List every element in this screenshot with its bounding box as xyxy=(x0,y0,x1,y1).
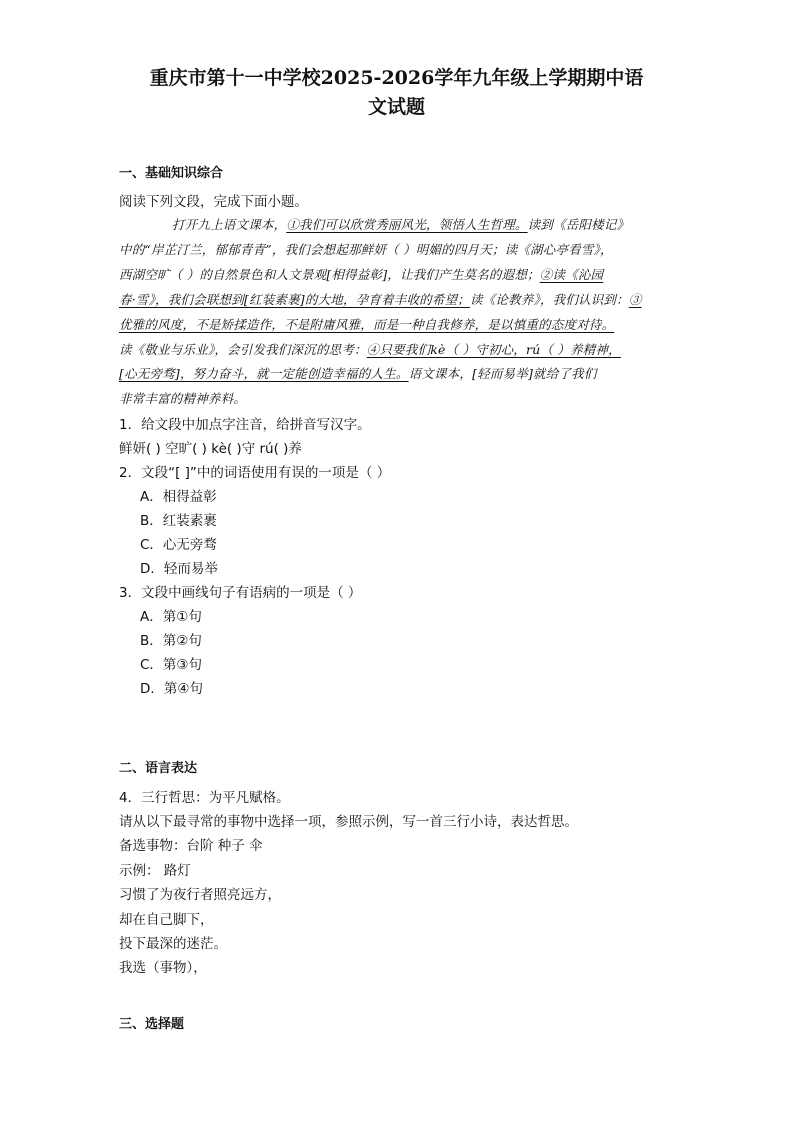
section-heading-language: 二、语言表达 xyxy=(119,761,198,776)
question-4-instruction: 请从以下最寻常的事物中选择一项，参照示例，写一首三行小诗，表达哲思。 xyxy=(119,814,578,830)
question-2-option-b[interactable]: B．红装素裹 xyxy=(140,513,217,529)
question-2-option-a[interactable]: A．相得益彰 xyxy=(140,489,217,505)
answer-prompt: 我选（事物）， xyxy=(119,960,207,976)
passage-line-7: [心无旁骛]，努力奋斗，就一定能创造幸福的人生。语文课本，[轻而易举]就给了我们 xyxy=(119,366,597,381)
poem-line-1: 习惯了为夜行者照亮远方， xyxy=(119,887,281,903)
question-2-option-c[interactable]: C．心无旁骛 xyxy=(140,537,217,553)
example-label: 示例： 路灯 xyxy=(119,863,191,879)
underlined-sentence-2-cont: 春·雪》，我们会联想到[红装素裹]的大地，孕育着丰收的希望； xyxy=(119,292,470,307)
question-1-blanks: 鲜妍( ) 空旷( ) kè( )守 rú( )养 xyxy=(119,441,302,457)
passage-line-8: 非常丰富的精神养料。 xyxy=(119,391,247,406)
passage-line-1: 打开九上语文课本，①我们可以欣赏秀丽风光，领悟人生哲理。读到《岳阳楼记》 xyxy=(172,217,630,232)
question-3-option-b[interactable]: B．第②句 xyxy=(140,633,202,649)
poem-line-3: 投下最深的迷茫。 xyxy=(119,936,227,952)
poem-line-2: 却在自己脚下， xyxy=(119,912,214,928)
underlined-sentence-1: ①我们可以欣赏秀丽风光，领悟人生哲理。 xyxy=(286,217,528,232)
question-3-option-a[interactable]: A．第①句 xyxy=(140,609,202,625)
question-3-stem: 3．文段中画线句子有语病的一项是（ ） xyxy=(119,585,362,601)
candidate-items: 备选事物：台阶 种子 伞 xyxy=(119,838,263,854)
section-heading-basics: 一、基础知识综合 xyxy=(119,166,224,181)
question-2-option-d[interactable]: D．轻而易举 xyxy=(140,561,218,577)
underlined-sentence-4-cont: [心无旁骛]，努力奋斗，就一定能创造幸福的人生。 xyxy=(119,366,409,381)
passage-line-2: 中的“岸芷汀兰，郁郁青青”，我们会想起那鲜妍（ ）明媚的四月天；读《湖心亭看雪》， xyxy=(119,242,613,257)
section-heading-choice: 三、选择题 xyxy=(119,1017,185,1032)
underlined-sentence-4: ④只要我们kè（ ）守初心，rú（ ）养精神， xyxy=(366,342,621,357)
passage-line-3: 西湖空旷（ ）的自然景色和人文景观[相得益彰]，让我们产生莫名的遐想；②读《沁园 xyxy=(119,267,604,282)
passage-line-6: 读《敬业与乐业》，会引发我们深沉的思考：④只要我们kè（ ）守初心，rú（ ）养精神， xyxy=(119,342,621,357)
page-title: 重庆市第十一中学校2025-2026学年九年级上学期期中语 xyxy=(149,67,644,89)
question-3-option-c[interactable]: C．第③句 xyxy=(140,657,203,673)
passage-line-4: 春·雪》，我们会联想到[红装素裹]的大地，孕育着丰收的希望；读《论教养》，我们认识到：③ xyxy=(119,292,642,307)
reading-intro: 阅读下列文段，完成下面小题。 xyxy=(119,194,308,210)
underlined-sentence-2: ②读《沁园 xyxy=(539,267,604,282)
underlined-sentence-3-cont: 优雅的风度，不是矫揉造作，不是附庸风雅，而是一种自我修养，是以慎重的态度对待。 xyxy=(119,317,615,332)
question-1-stem: 1．给文段中加点字注音，给拼音写汉字。 xyxy=(119,417,371,433)
question-2-stem: 2．文段“[ ]”中的词语使用有误的一项是（ ） xyxy=(119,465,391,481)
question-3-option-d[interactable]: D．第④句 xyxy=(140,681,203,697)
page-title-continued: 文试题 xyxy=(367,96,425,118)
question-4-stem: 4．三行哲思：为平凡赋格。 xyxy=(119,790,290,806)
underlined-sentence-3: ③ xyxy=(628,292,642,307)
